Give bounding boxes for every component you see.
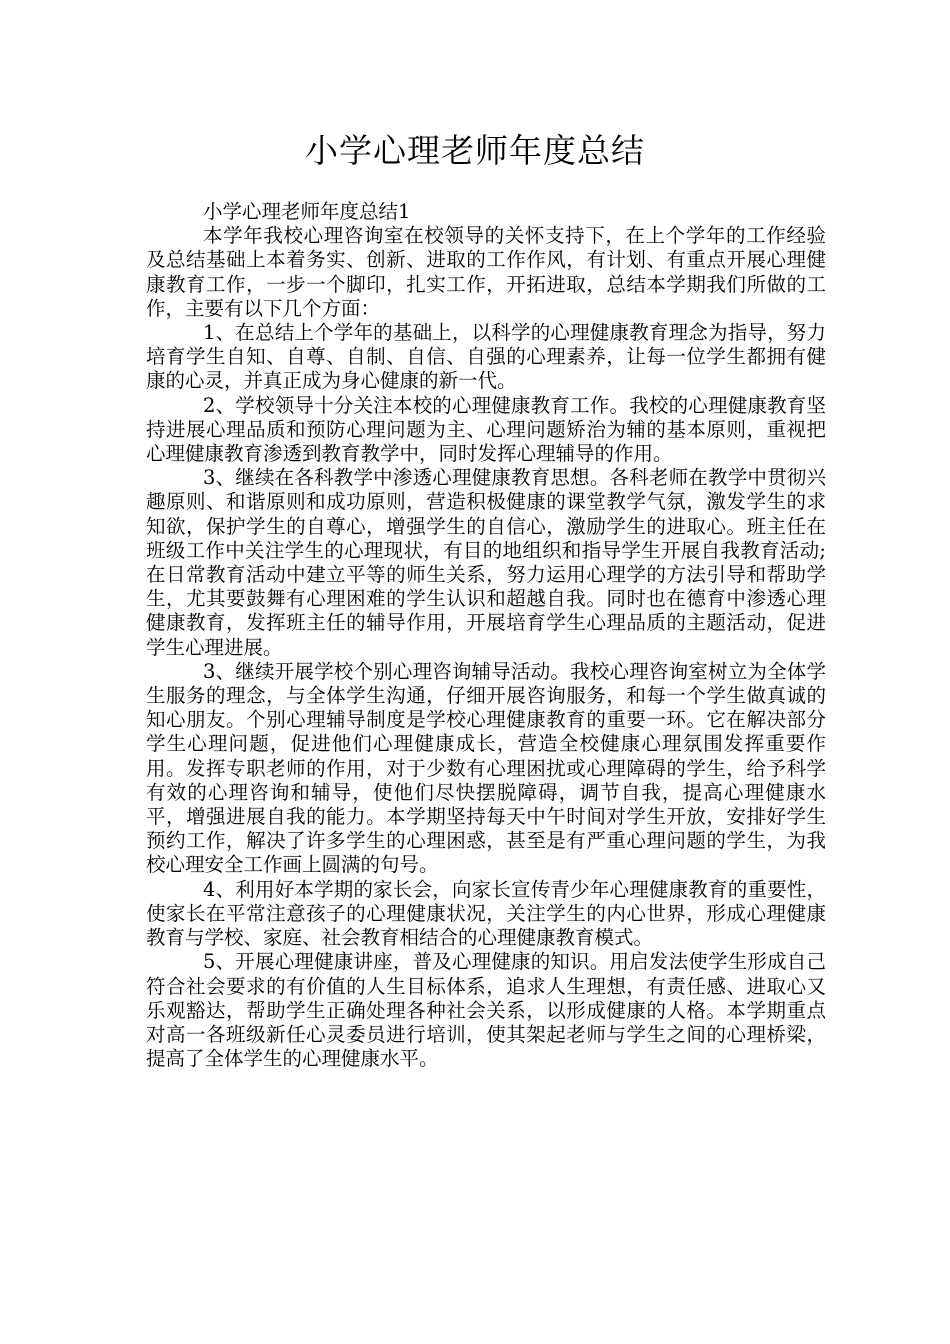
section-heading: 小学心理老师年度总结1 bbox=[203, 200, 411, 223]
paragraph-item-3b: 3、继续开展学校个别心理咨询辅导活动。我校心理咨询室树立为全体学生服务的理念，与全体学生沟通，仔细开展咨询服务，和每一个学生做真诚的知心朋友。个别心理辅导制度是学校心理健康教育的重要一环。它在解决部分学生心理问题，促进他们心理健康成长，营造全校健康心理氛围发挥重要作用。发挥专职老师的作用，对于少数有心理困扰或心理障碍的学生，给予科学有效的心理咨询和辅导，使他们尽快摆脱障碍，调节自我，提高心理健康水平，增强进展自我的能力。本学期坚持每天中午时间对学生开放，安排好学生预约工作，解决了许多学生的心理困惑，甚至是有严重心理问题的学生，为我校心理安全工作画上圆满的句号。 bbox=[146, 659, 826, 877]
paragraph-item-5: 5、开展心理健康讲座，普及心理健康的知识。用启发法使学生形成自己符合社会要求的有价值的人生目标体系，追求人生理想，有责任感、进取心又乐观豁达，帮助学生正确处理各种社会关系，以形成健康的人格。本学期重点对高一各班级新任心灵委员进行培训，使其架起老师与学生之间的心理桥梁，提高了全体学生的心理健康水平。 bbox=[146, 950, 826, 1071]
document-title: 小学心理老师年度总结 bbox=[305, 131, 645, 170]
paragraph-item-4: 4、利用好本学期的家长会，向家长宣传青少年心理健康教育的重要性，使家长在平常注意孩子的心理健康状况，关注学生的内心世界，形成心理健康教育与学校、家庭、社会教育相结合的心理健康教育模式。 bbox=[146, 877, 826, 950]
paragraph-item-3: 3、继续在各科教学中渗透心理健康教育思想。各科老师在教学中贯彻兴趣原则、和谐原则和成功原则，营造积极健康的课堂教学气氛，激发学生的求知欲，保护学生的自尊心，增强学生的自信心，激励学生的进取心。班主任在班级工作中关注学生的心理现状，有目的地组织和指导学生开展自我教育活动;在日常教育活动中建立平等的师生关系，努力运用心理学的方法引导和帮助学生，尤其要鼓舞有心理困难的学生认识和超越自我。同时也在德育中渗透心理健康教育，发挥班主任的辅导作用，开展培育学生心理品质的主题活动，促进学生心理进展。 bbox=[146, 466, 826, 659]
intro-paragraph: 本学年我校心理咨询室在校领导的关怀支持下，在上个学年的工作经验及总结基础上本着务实、创新、进取的工作作风，有计划、有重点开展心理健康教育工作，一步一个脚印，扎实工作，开拓进取，总结本学期我们所做的工作，主要有以下几个方面： bbox=[146, 224, 826, 320]
document-body bbox=[146, 200, 826, 1071]
paragraph-item-1: 1、在总结上个学年的基础上，以科学的心理健康教育理念为指导，努力培育学生自知、自尊、自制、自信、自强的心理素养，让每一位学生都拥有健康的心灵，并真正成为身心健康的新一代。 bbox=[146, 321, 826, 393]
paragraph-item-2: 2、学校领导十分关注本校的心理健康教育工作。我校的心理健康教育坚持进展心理品质和预防心理问题为主、心理问题矫治为辅的基本原则，重视把心理健康教育渗透到教育教学中，同时发挥心理辅导的作用。 bbox=[146, 393, 826, 466]
